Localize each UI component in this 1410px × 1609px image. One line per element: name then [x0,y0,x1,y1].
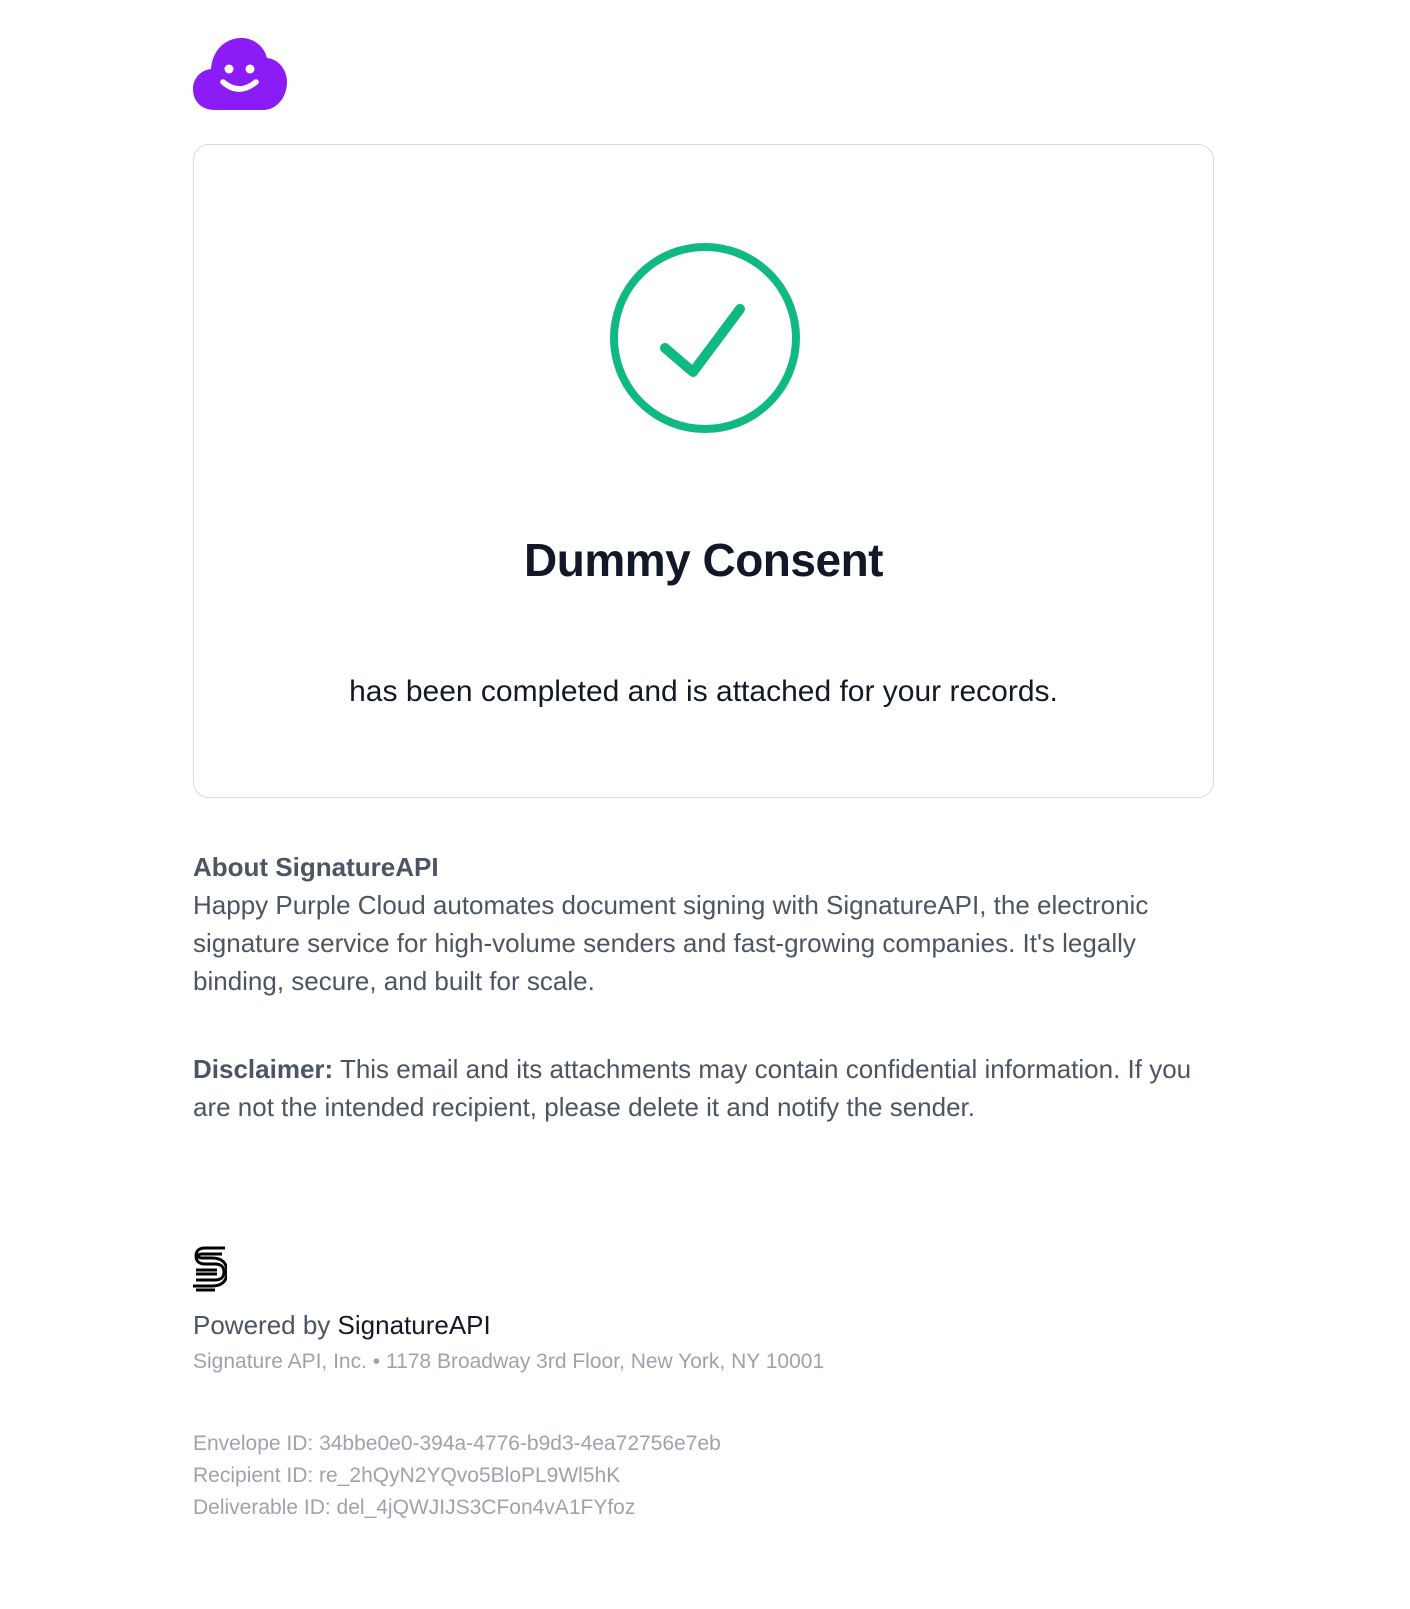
disclaimer-label: Disclaimer: [193,1054,334,1084]
completion-message: has been completed and is attached for your records. [349,675,1058,708]
deliverable-id: Deliverable ID: del_4jQWJIJS3CFon4vA1FYfoz [193,1496,636,1519]
signatureapi-logo-icon[interactable] [193,1244,227,1292]
completion-card [193,144,1214,798]
document-title: Dummy Consent [524,534,883,586]
powered-by-prefix: Powered by [193,1310,338,1340]
disclaimer-text: This email and its attachments may contain confidential information. If you are not the intended recipient, please delete it and notify the sender. [193,1054,1192,1122]
check-circle-icon [608,241,802,435]
company-address: Signature API, Inc. • 1178 Broadway 3rd Floor, New York, NY 10001 [193,1350,825,1373]
envelope-id: Envelope ID: 34bbe0e0-394a-4776-b9d3-4ea72756e7eb [193,1432,721,1455]
recipient-id: Recipient ID: re_2hQyN2YQvo5BloPL9Wl5hK [193,1464,621,1487]
disclaimer-section [193,1050,1203,1126]
signatureapi-link[interactable]: SignatureAPI [337,1310,491,1340]
about-heading: About SignatureAPI [193,852,439,882]
metadata-ids [193,1428,721,1524]
powered-by [193,1310,491,1341]
about-section [193,848,1203,1000]
happy-cloud-icon [193,36,287,112]
about-body: Happy Purple Cloud automates document signing with SignatureAPI, the electronic signature service for high-volume senders and fast-growing companies. It's legally binding, secure, and built for scale. [193,890,1149,996]
